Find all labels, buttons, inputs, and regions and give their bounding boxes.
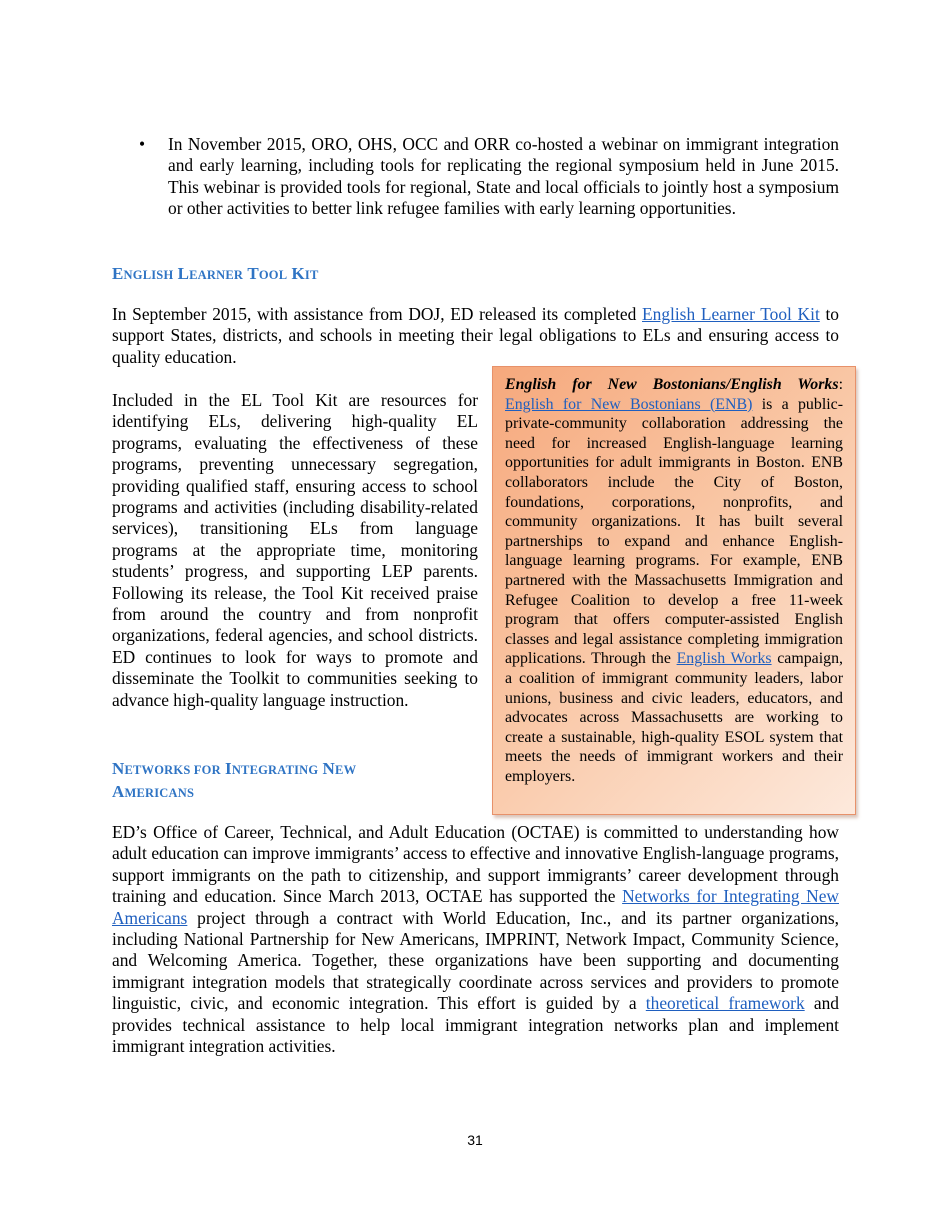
- networks-link[interactable]: Networks for Integrating New Americans: [112, 886, 839, 928]
- section-heading-networks: NETWORKS FOR INTEGRATING NEW AMERICANS: [112, 759, 357, 801]
- paragraph-octae-networks: ED’s Office of Career, Technical, and Adult Education (OCTAE) is committed to understanding how adult education can improve immigrants’ access to effective and innovative English-language programs, support immigrants on the path to citizenship, and support immigrants’ career development through training and education. Since March 2013, OCTAE has supported the Networks for Integrating New Americans project through a contract with World Education, Inc., and its partner organizations, including National Partnership for New Americans, IMPRINT, Network Impact, Community Science, and Welcoming America. Together, these organizations have been supporting and documenting immigrant integration models that strategically coordinate across services and providers to promote linguistic, civic, and economic integration. This effort is guided by a theoretical framework and provides technical assistance to help local immigrant integration networks plan and implement immigrant integration activities.: [112, 822, 839, 1057]
- bullet-marker: •: [139, 134, 146, 154]
- enb-link[interactable]: English for New Bostonians (ENB): [505, 395, 753, 413]
- english-learner-tool-kit-link[interactable]: English Learner Tool Kit: [642, 304, 820, 324]
- sidebar-callout-box: [492, 366, 856, 815]
- theoretical-framework-link[interactable]: theoretical framework: [645, 993, 805, 1014]
- section-heading-english-learner-tool-kit: ENGLISH LEARNER TOOL KIT: [112, 264, 319, 283]
- page-number: 31: [467, 1132, 483, 1148]
- english-works-link[interactable]: English Works: [676, 650, 772, 668]
- paragraph-el-tool-kit-intro: In September 2015, with assistance from DOJ, ED released its completed English Learner Tool Kit to support States, districts, and schools in meeting their legal obligations to ELs and ensuring access to quality education.: [112, 304, 840, 367]
- paragraph-el-tool-kit-contents: Included in the EL Tool Kit are resources for identifying ELs, delivering high-quality EL programs, evaluating the effectiveness of these programs, preventing unnecessary segregation, providing qualified staff, ensuring access to school programs and activities (including disability-related services), transitioning ELs from language programs at the appropriate time, monitoring students’ progress, and supporting LEP parents. Following its release, the Tool Kit received praise from around the country and from nonprofit organizations, federal agencies, and school districts. ED continues to look for ways to promote and disseminate the Toolkit to communities seeking to advance high-quality language instruction.: [112, 390, 478, 710]
- sidebar-title: English for New Bostonians/English Works: [505, 376, 839, 393]
- bullet-text: In November 2015, ORO, OHS, OCC and ORR co-hosted a webinar on immigrant integration and early learning, including tools for replicating the regional symposium held in June 2015. This webinar is provided tools for regional, State and local officials to jointly host a symposium or other activities to better link refugee families with early learning opportunities.: [168, 134, 839, 219]
- sidebar-text: English for New Bostonians/English Works: English for New Bostonians (ENB) is a public-private-community collaboration addressing the need for increased English-language learning opportunities for adult immigrants in Boston. ENB collaborators include the City of Boston, foundations, corporations, nonprofits, and community organizations. It has built several partnerships to expand and enhance English-language learning programs. For example, ENB partnered with the Massachusetts Immigration and Refugee Coalition to develop a free 11-week program that offers computer-assisted English classes and legal assistance completing immigration applications. Through the English Works campaign, a coalition of immigrant community leaders, labor unions, business and civic leaders, educators, and advocates across Massachusetts are working to create a sustainable, high-quality ESOL system that meets the needs of immigrant workers and their employers.: [505, 376, 843, 785]
